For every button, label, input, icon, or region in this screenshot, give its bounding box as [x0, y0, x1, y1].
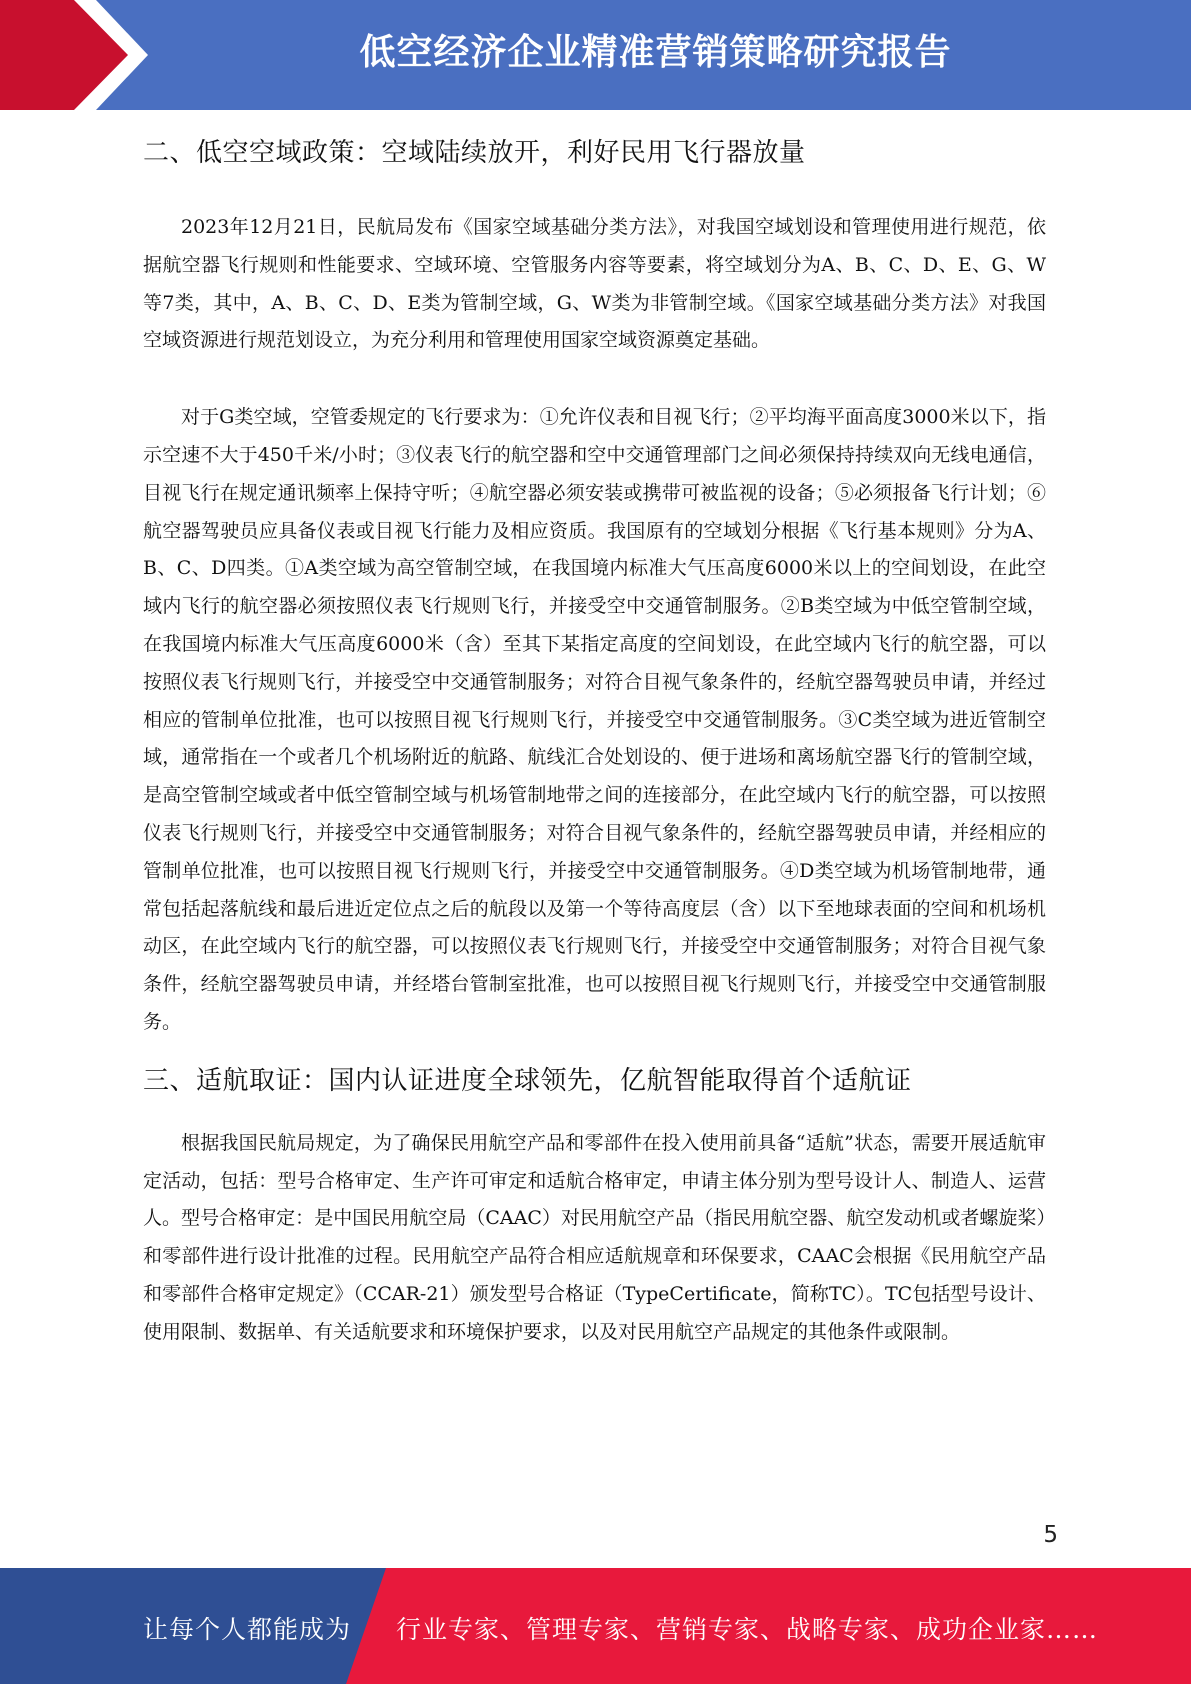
footer-slogan-left: 让每个人都能成为 [143, 1615, 352, 1644]
section-heading-airspace-policy: 二、低空空域政策：空域陆续放开，利好民用飞行器放量 [143, 138, 806, 168]
paragraph-airspace-classification: 2023年12月21日，民航局发布《国家空域基础分类方法》，对我国空域划设和管理使用进行规范，依据航空器飞行规则和性能要求、空域环境、空管服务内容等要素，将空域划分为A、B、C、D、E、G、W等7类，其中，A、B、C、D、E类为管制空域，G、W类为非管制空域。《国家空域基础分类方法》对我国空域资源进行规范划设立，为充分利用和管理使用国家空域资源奠定基础。 [143, 216, 1046, 352]
document-body [143, 118, 1046, 1352]
page-header [0, 0, 1191, 110]
section-heading-airworthiness: 三、适航取证：国内认证进度全球领先，亿航智能取得首个适航证 [143, 1065, 912, 1096]
footer-slogan-right: 行业专家、管理专家、营销专家、战略专家、成功企业家…… [396, 1615, 1099, 1644]
paragraph-g-class-airspace: 对于G类空域，空管委规定的飞行要求为：①允许仪表和目视飞行；②平均海平面高度3000米以下，指示空速不大于450千米/小时；③仪表飞行的航空器和空中交通管理部门之间必须保持持续双向无线电通信，目视飞行在规定通讯频率上保持守听；④航空器必须安装或携带可被监视的设备；⑤必须报备飞行计划；⑥航空器驾驶员应具备仪表或目视飞行能力及相应资质。我国原有的空域划分根据《飞行基本规则》分为A、B、C、D四类。①A类空域为高空管制空域，在我国境内标准大气压高度6000米以上的空间划设，在此空域内飞行的航空器必须按照仪表飞行规则飞行，并接受空中交通管制服务。②B类空域为中低空管制空域，在我国境内标准大气压高度6000米（含）至其下某指定高度的空间划设，在此空域内飞行的航空器，可以按照仪表飞行规则飞行，并接受空中交通管制服务；对符合目视气象条件的，经航空器驾驶员申请，并经过相应的管制单位批准，也可以按照目视飞行规则飞行，并接受空中交通管制服务。③C类空域为进近管制空域，通常指在一个或者几个机场附近的航路、航线汇合处划设的、便于进场和离场航空器飞行的管制空域，是高空管制空域或者中低空管制空域与机场管制地带之间的连接部分，在此空域内飞行的航空器，可以按照仪表飞行规则飞行，并接受空中交通管制服务；对符合目视气象条件的，经航空器驾驶员申请，并经相应的管制单位批准，也可以按照目视飞行规则飞行，并接受空中交通管制服务。④D类空域为机场管制地带，通常包括起落航线和最后进近定位点之后的航段以及第一个等待高度层（含）以下至地球表面的空间和机场机动区，在此空域内飞行的航空器，可以按照仪表飞行规则飞行，并接受空中交通管制服务；对符合目视气象条件，经航空器驾驶员申请，并经塔台管制室批准，也可以按照目视飞行规则飞行，并接受空中交通管制服务。 [143, 406, 1046, 1033]
page-footer [0, 1568, 1191, 1684]
report-title: 低空经济企业精准营销策略研究报告 [359, 32, 952, 73]
page-number: 5 [1043, 1522, 1058, 1548]
paragraph-airworthiness-certification: 根据我国民航局规定，为了确保民用航空产品和零部件在投入使用前具备“适航”状态，需要开展适航审定活动，包括：型号合格审定、生产许可审定和适航合格审定，申请主体分别为型号设计人、制造人、运营人。型号合格审定：是中国民用航空局（CAAC）对民用航空产品（指民用航空器、航空发动机或者螺旋桨）和零部件进行设计批准的过程。民用航空产品符合相应适航规章和环保要求，CAAC会根据《民用航空产品和零部件合格审定规定》（CCAR-21）颁发型号合格证（TypeCertificate，简称TC）。TC包括型号设计、使用限制、数据单、有关适航要求和环境保护要求，以及对民用航空产品规定的其他条件或限制。 [143, 1131, 1046, 1343]
